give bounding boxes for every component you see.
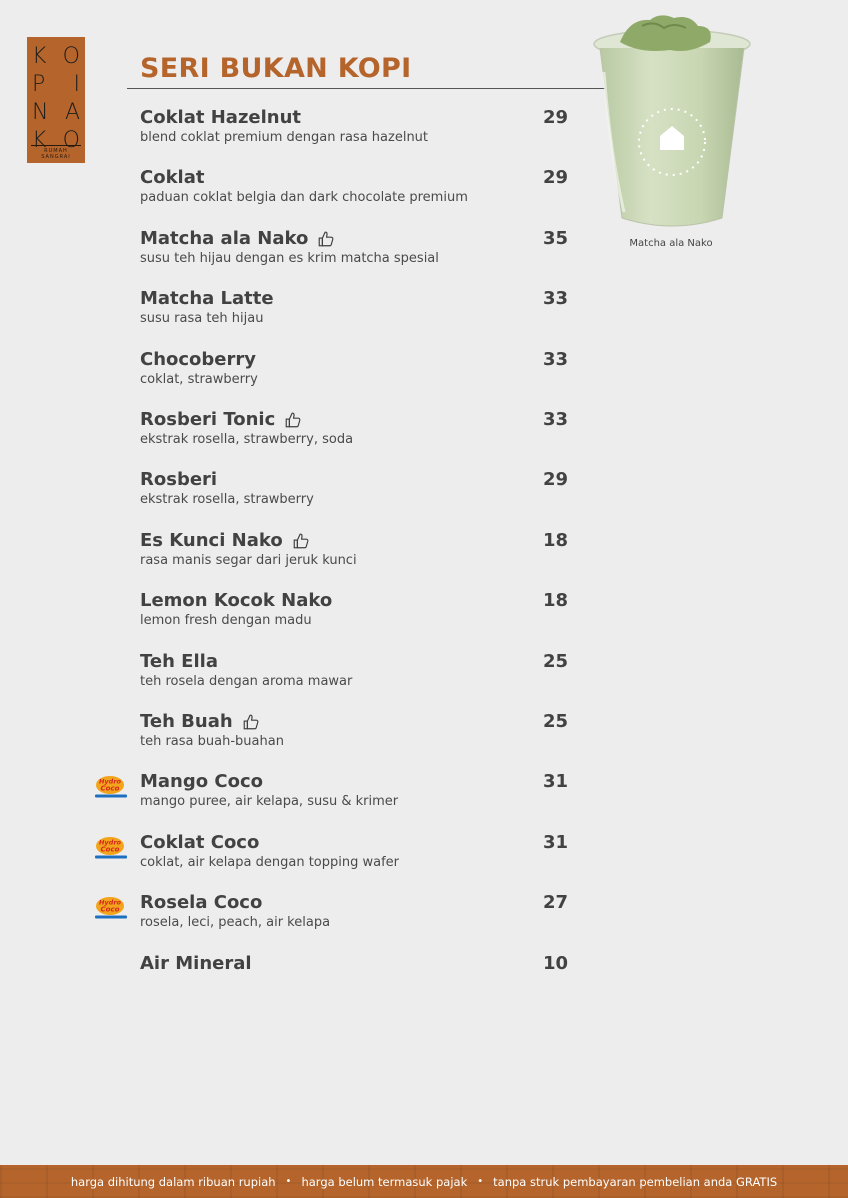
footer-note-price-unit: harga dihitung dalam ribuan rupiah	[70, 1174, 276, 1189]
svg-text:Hydro: Hydro	[98, 777, 122, 786]
svg-text:Coco: Coco	[100, 845, 120, 854]
menu-item-price: 33	[542, 288, 568, 309]
menu-item-description: susu teh hijau dengan es krim matcha spesial	[140, 251, 439, 266]
matcha-drink-image	[590, 12, 754, 234]
logo-subtitle: RUMAH SANGRAI	[31, 145, 81, 160]
menu-item-description: paduan coklat belgia dan dark chocolate premium	[140, 190, 468, 205]
menu-item-name	[140, 349, 256, 370]
menu-item-name-text: Rosberi Tonic	[140, 409, 276, 430]
logo-letter: K	[32, 44, 47, 69]
menu-item-description: coklat, air kelapa dengan topping wafer	[140, 855, 400, 870]
logo-letter: A	[64, 100, 80, 125]
hydro-coco-logo	[94, 836, 128, 860]
drink-caption: Matcha ala Nako	[629, 238, 713, 249]
menu-item	[0, 651, 580, 703]
hydro-coco-logo	[94, 896, 128, 920]
menu-item-name-text: Matcha ala Nako	[140, 228, 309, 249]
menu-item-name	[140, 409, 302, 430]
menu-item-price: 29	[542, 167, 568, 188]
menu-item	[0, 409, 580, 461]
menu-item-description: ekstrak rosella, strawberry, soda	[140, 432, 354, 447]
footer-separator: •	[285, 1176, 292, 1187]
menu-item-description: blend coklat premium dengan rasa hazelnut	[140, 130, 429, 145]
menu-item	[0, 228, 580, 280]
menu-item-name-text: Teh Buah	[140, 711, 233, 732]
menu-item	[0, 832, 580, 884]
menu-item	[0, 349, 580, 401]
menu-item-name	[140, 288, 274, 309]
menu-item-name-text: Mango Coco	[140, 771, 264, 792]
logo-letter: K	[32, 128, 47, 153]
footer-bar	[0, 1165, 848, 1198]
footer-separator: •	[477, 1176, 484, 1187]
menu-item-name-text: Coklat	[140, 167, 205, 188]
logo-row-1	[27, 43, 85, 71]
thumbs-up-icon	[284, 411, 302, 429]
menu-item-description: ekstrak rosella, strawberry	[140, 492, 314, 507]
menu-item-price: 18	[542, 530, 568, 551]
menu-item-description: rasa manis segar dari jeruk kunci	[140, 553, 357, 568]
menu-item-price: 31	[542, 771, 568, 792]
hydro-coco-logo	[94, 775, 128, 799]
menu-item	[0, 771, 580, 823]
menu-item-name-text: Matcha Latte	[140, 288, 274, 309]
menu-item	[0, 530, 580, 582]
menu-item-name	[140, 771, 263, 792]
thumbs-up-icon	[242, 713, 260, 731]
menu-item-name	[140, 651, 218, 672]
menu-item-name	[140, 107, 301, 128]
svg-text:Coco: Coco	[100, 784, 120, 793]
menu-item-name-text: Rosela Coco	[140, 892, 263, 913]
menu-item-price: 35	[542, 228, 568, 249]
menu-item-description: teh rasa buah-buahan	[140, 734, 284, 749]
menu-item-description: mango puree, air kelapa, susu & krimer	[140, 794, 399, 809]
menu-item-description: rosela, leci, peach, air kelapa	[140, 915, 331, 930]
svg-text:Hydro: Hydro	[98, 898, 122, 907]
menu-item	[0, 107, 580, 159]
menu-item-name	[140, 469, 217, 490]
menu-item	[0, 892, 580, 944]
menu-item-name	[140, 590, 332, 611]
thumbs-up-icon	[292, 532, 310, 550]
section-title: SERI BUKAN KOPI	[140, 53, 412, 84]
menu-item-name-text: Teh Ella	[140, 651, 218, 672]
menu-item-description: lemon fresh dengan madu	[140, 613, 312, 628]
logo-letter: P	[32, 72, 46, 97]
menu-item-price: 31	[542, 832, 568, 853]
svg-text:Coco: Coco	[100, 905, 120, 914]
menu-item-name	[140, 167, 204, 188]
footer-note-tax: harga belum termasuk pajak	[301, 1174, 468, 1189]
menu-item-price: 25	[542, 711, 568, 732]
menu-item-price: 29	[542, 469, 568, 490]
menu-item-name-text: Coklat Coco	[140, 832, 260, 853]
menu-item	[0, 288, 580, 340]
menu-item-price: 27	[542, 892, 568, 913]
menu-item-price: 25	[542, 651, 568, 672]
title-divider	[127, 88, 612, 89]
logo-letter: O	[62, 128, 80, 153]
logo-letter: I	[73, 72, 80, 97]
footer-note-receipt: tanpa struk pembayaran pembelian anda GRATIS	[493, 1174, 778, 1189]
menu-item-description: susu rasa teh hijau	[140, 311, 264, 326]
menu-item-description: coklat, strawberry	[140, 372, 258, 387]
menu-item-name-text: Coklat Hazelnut	[140, 107, 302, 128]
menu-item-name	[140, 892, 262, 913]
menu-item	[0, 469, 580, 521]
menu-item-price: 18	[542, 590, 568, 611]
menu-item-description: teh rosela dengan aroma mawar	[140, 674, 353, 689]
menu-item	[0, 711, 580, 763]
logo-row-2	[27, 71, 85, 99]
menu-item-price: 10	[542, 953, 568, 974]
menu-item-name	[140, 530, 310, 551]
menu-item	[0, 590, 580, 642]
menu-item-name	[140, 228, 335, 249]
menu-item-name	[140, 711, 260, 732]
menu-item	[0, 953, 580, 1005]
menu-item-name-text: Rosberi	[140, 469, 218, 490]
menu-item-name	[140, 832, 259, 853]
menu-item-price: 33	[542, 409, 568, 430]
menu-item-name	[140, 953, 252, 974]
menu-item-price: 33	[542, 349, 568, 370]
svg-text:Hydro: Hydro	[98, 838, 122, 847]
menu-item	[0, 167, 580, 219]
logo-letter: N	[32, 100, 49, 125]
menu-item-name-text: Lemon Kocok Nako	[140, 590, 333, 611]
thumbs-up-icon	[317, 230, 335, 248]
menu-item-name-text: Es Kunci Nako	[140, 530, 283, 551]
logo-letter: O	[62, 44, 80, 69]
menu-item-name-text: Chocoberry	[140, 349, 257, 370]
menu-item-price: 29	[542, 107, 568, 128]
menu-item-name-text: Air Mineral	[140, 953, 252, 974]
